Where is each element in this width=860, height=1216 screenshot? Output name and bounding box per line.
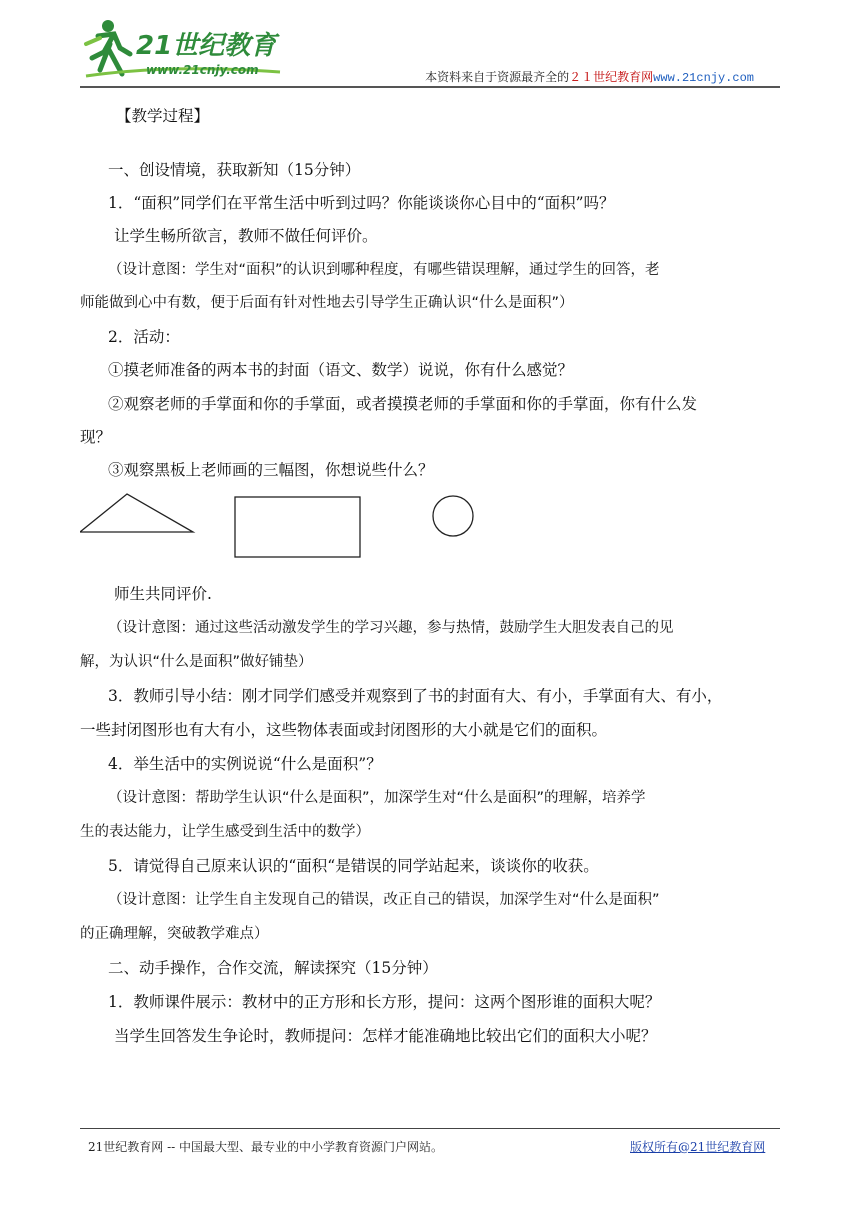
- header-divider: [80, 86, 780, 88]
- page-header: [80, 14, 780, 88]
- source-prefix: 本资料来自于资源最齐全的: [425, 70, 570, 84]
- footer-description: 21世纪教育网 -- 中国最大型、最专业的中小学教育资源门户网站。: [88, 1140, 444, 1154]
- paragraph: 1．教师课件展示：教材中的正方形和长方形，提问：这两个图形谁的面积大呢？: [108, 993, 661, 1011]
- section-heading-1: 一、创设情境，获取新知（15分钟）: [108, 161, 361, 179]
- logo-url: www.21cnjy.com: [146, 63, 259, 77]
- section-heading-2: 二、动手操作，合作交流，解读探究（15分钟）: [108, 959, 438, 977]
- rectangle-figure: [235, 497, 360, 557]
- design-note: （设计意图：帮助学生认识“什么是面积”，加深学生对“什么是面积”的理解，培养学: [108, 790, 646, 806]
- source-site[interactable]: ２１世纪教育网: [569, 70, 654, 84]
- paragraph: 2．活动：: [108, 328, 180, 346]
- footer-divider: [80, 1128, 780, 1129]
- design-note: （设计意图：学生对“面积”的认识到哪种程度，有哪些错误理解，通过学生的回答，老: [108, 262, 660, 278]
- section-title: 【教学过程】: [116, 107, 210, 125]
- paragraph: 5．请觉得自己原来认识的“面积“是错误的同学站起来，谈谈你的收获。: [108, 857, 599, 875]
- design-note: 生的表达能力，让学生感受到生活中的数学）: [80, 824, 370, 840]
- design-note: 解，为认识“什么是面积”做好铺垫）: [80, 654, 313, 670]
- paragraph: ①摸老师准备的两本书的封面（语文、数学）说说，你有什么感觉？: [108, 361, 574, 379]
- paragraph: 4．举生活中的实例说说“什么是面积”？: [108, 755, 382, 773]
- design-note: （设计意图：让学生自主发现自己的错误，改正自己的错误，加深学生对“什么是面积”: [108, 892, 660, 908]
- runner-logo-icon: [80, 14, 310, 84]
- paragraph: 让学生畅所欲言，教师不做任何评价。: [114, 227, 378, 245]
- source-url[interactable]: www.21cnjy.com: [653, 71, 754, 85]
- paragraph: 3．教师引导小结：刚才同学们感受并观察到了书的封面有大、有小，手掌面有大、有小，: [108, 687, 723, 705]
- triangle-figure: [80, 494, 193, 532]
- paragraph: 当学生回答发生争论时，教师提问：怎样才能准确地比较出它们的面积大小呢？: [114, 1027, 657, 1045]
- paragraph: 1．“面积”同学们在平常生活中听到过吗？你能谈谈你心目中的“面积”吗？: [108, 194, 615, 212]
- paragraph: ③观察黑板上老师画的三幅图，你想说些什么？: [108, 461, 434, 479]
- design-note: 的正确理解，突破教学难点）: [80, 926, 269, 942]
- design-note: （设计意图：通过这些活动激发学生的学习兴趣，参与热情，鼓励学生大胆发表自己的见: [108, 620, 674, 636]
- paragraph: 现？: [80, 428, 112, 446]
- logo-title: 21世纪教育: [136, 31, 277, 61]
- paragraph: 师生共同评价.: [114, 585, 212, 603]
- site-logo[interactable]: [80, 14, 310, 84]
- circle-figure: [433, 496, 473, 536]
- paragraph: 一些封闭图形也有大有小，这些物体表面或封闭图形的大小就是它们的面积。: [80, 721, 608, 739]
- design-note: 师能做到心中有数，便于后面有针对性地去引导学生正确认识“什么是面积”）: [80, 295, 574, 311]
- paragraph: ②观察老师的手掌面和你的手掌面，或者摸摸老师的手掌面和你的手掌面，你有什么发: [108, 395, 698, 413]
- blackboard-figures: [80, 490, 780, 570]
- footer-copyright-link[interactable]: 版权所有@21世纪教育网: [630, 1140, 766, 1154]
- header-source-note: [425, 68, 754, 85]
